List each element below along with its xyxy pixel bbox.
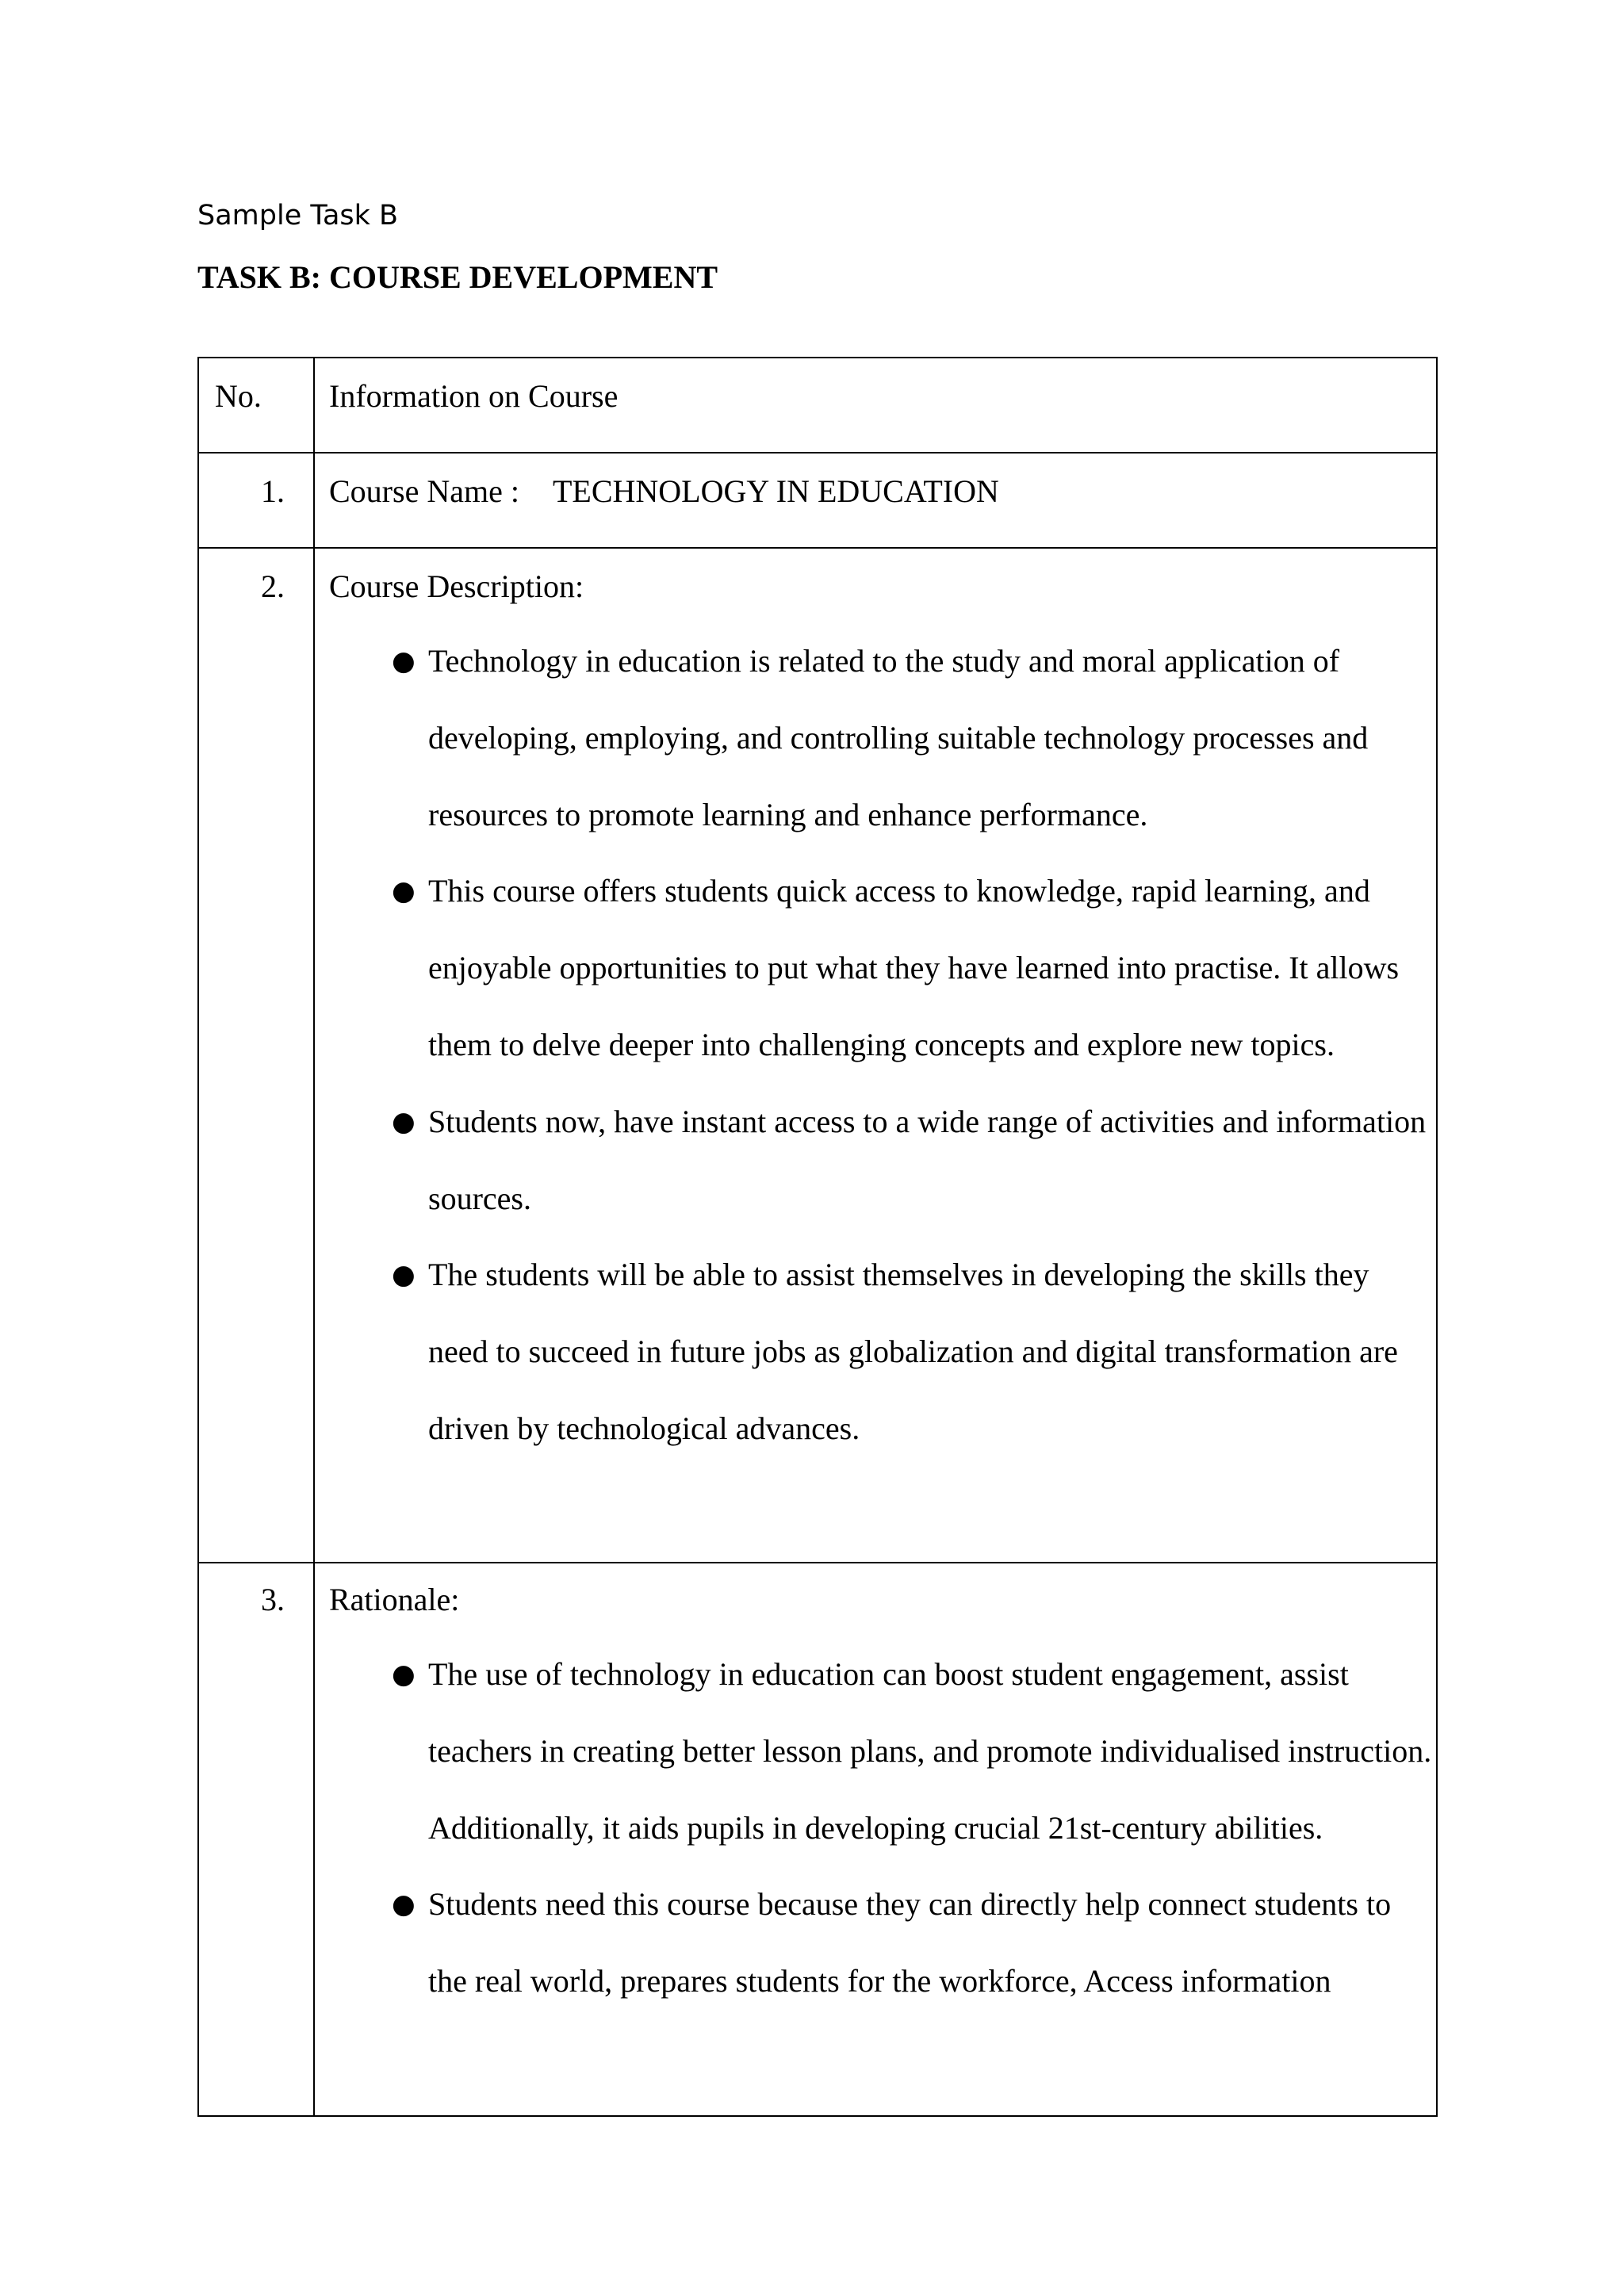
table-row-course-description [198, 548, 1437, 1563]
course-info-table [197, 357, 1438, 2117]
header-info-cell: Information on Course [314, 358, 1437, 453]
bullet-text: Students need this course because they can directly help connect students to the real world, prepares students for the workforce, Access information [428, 1886, 1392, 1999]
course-description-cell [314, 548, 1437, 1563]
rationale-cell [314, 1563, 1437, 2116]
rationale-list [329, 1636, 1436, 2020]
bullet-icon: ● [392, 645, 416, 677]
bullet-text: The use of technology in education can boost student engagement, assist teachers in creating better lesson plans, and promote individualised instruction. Additionally, it aids pupils in developing crucial 21st-century abilities. [428, 1656, 1432, 1846]
bullet-icon: ● [392, 1659, 416, 1690]
header-no-cell: No. [198, 358, 314, 453]
list-item [329, 1636, 1436, 1866]
course-name-label: Course Name : [329, 473, 519, 509]
bullet-icon: ● [392, 1105, 416, 1138]
sample-task-label: Sample Task B [197, 200, 399, 232]
table-header-row [198, 358, 1437, 453]
row-number: 1. [198, 453, 314, 548]
course-name-cell [314, 453, 1437, 548]
course-description-list [329, 623, 1436, 1468]
row-number: 3. [198, 1563, 314, 2116]
bullet-icon: ● [392, 1888, 416, 1921]
rationale-label: Rationale: [329, 1582, 460, 1617]
bullet-text: This course offers students quick access to knowledge, rapid learning, and enjoyable opportunities to put what they have learned into practise. It allows them to delve deeper into challenging concepts and explore new topics. [428, 873, 1400, 1062]
list-item [329, 853, 1436, 1083]
list-item [329, 1237, 1436, 1467]
bullet-text: Students now, have instant access to a wide range of activities and information sources. [428, 1103, 1427, 1216]
table-row-course-name [198, 453, 1437, 548]
row-number: 2. [198, 548, 314, 1563]
bullet-icon: ● [392, 875, 416, 908]
bullet-text: The students will be able to assist themselves in developing the skills they need to succeed in future jobs as globalization and digital transformation are driven by technological advances. [428, 1257, 1398, 1446]
bullet-icon: ● [392, 1259, 416, 1292]
course-name-value: TECHNOLOGY IN EDUCATION [552, 473, 999, 509]
list-item [329, 1866, 1436, 2020]
course-description-label: Course Description: [329, 568, 584, 604]
bullet-text: Technology in education is related to the study and moral application of developing, employing, and controlling suitable technology processes and resources to promote learning and enhance performance. [428, 643, 1369, 832]
task-title: TASK B: COURSE DEVELOPMENT [197, 259, 718, 295]
list-item [329, 1084, 1436, 1238]
table-row-rationale [198, 1563, 1437, 2116]
list-item [329, 623, 1436, 853]
